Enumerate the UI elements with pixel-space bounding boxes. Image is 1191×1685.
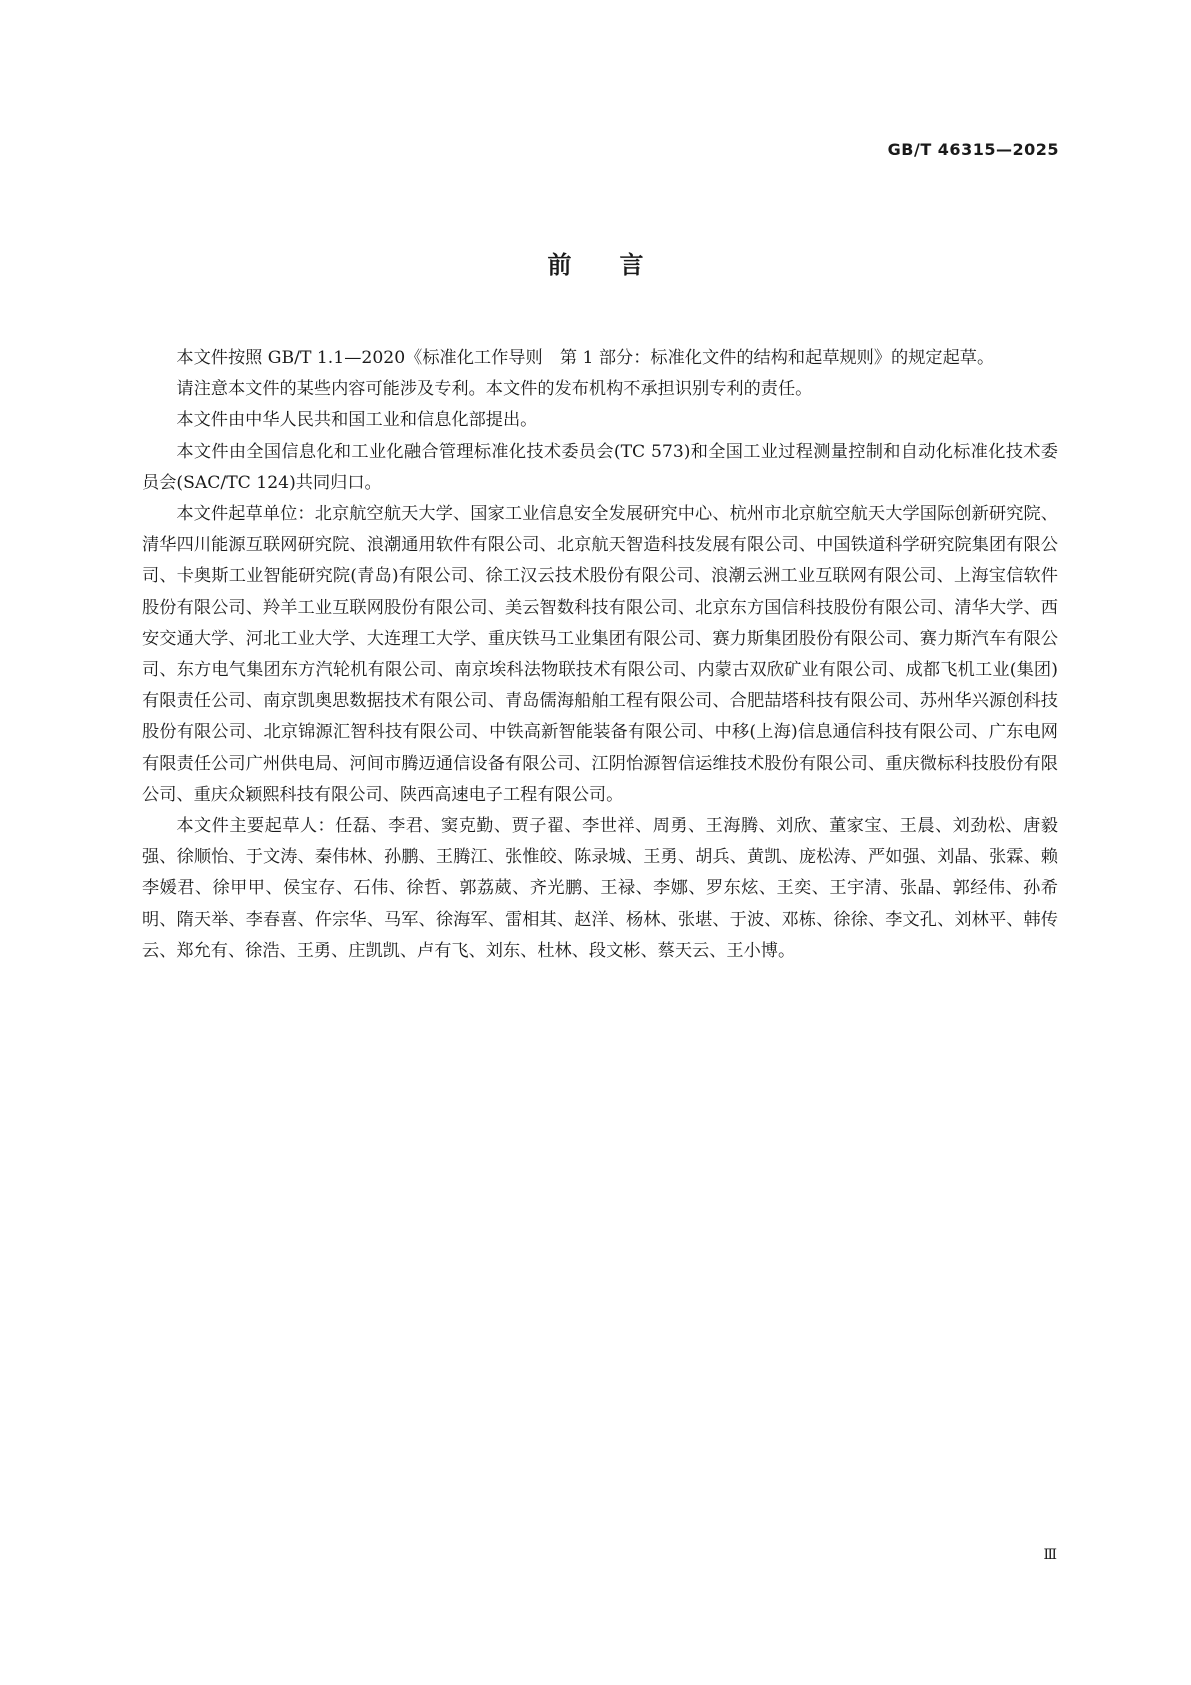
paragraph-patent-notice: 请注意本文件的某些内容可能涉及专利。本文件的发布机构不承担识别专利的责任。 [176, 379, 813, 400]
paragraph-technical-committee: 本文件由全国信息化和工业化融合管理标准化技术委员会(TC 573)和全国工业过程测量控制和自动化标准化技术委员会(SAC/TC 124)共同归口。 [142, 441, 1058, 493]
page-title: 前言 [547, 251, 692, 279]
paragraph-proposer: 本文件由中华人民共和国工业和信息化部提出。 [176, 410, 538, 431]
paragraph-main-drafters: 本文件主要起草人：任磊、李君、窦克勤、贾子翟、李世祥、周勇、王海腾、刘欣、董家宝、王晨、刘劲松、唐毅强、徐顺怡、于文涛、秦伟林、孙鹏、王腾江、张惟皎、陈录城、王勇、胡兵、黄凯、庞松涛、严如强、刘晶、张霖、赖李媛君、徐甲甲、侯宝存、石伟、徐哲、郭荔葳、齐光鹏、王禄、李娜、罗东炫、王奕、王宇清、张晶、郭经伟、孙希明、隋天举、李春喜、仵宗华、马军、徐海军、雷相其、赵洋、杨林、张堪、于波、邓栋、徐徐、李文孔、刘林平、韩传云、郑允有、徐浩、王勇、庄凯凯、卢有飞、刘东、杜林、段文彬、蔡天云、王小博。 [142, 816, 1058, 961]
paragraph-drafting-rules: 本文件按照 GB/T 1.1—2020《标准化工作导则 第 1 部分：标准化文件的结构和起草规则》的规定起草。 [176, 348, 995, 368]
foreword-body [142, 343, 1058, 967]
paragraph-drafting-organizations: 本文件起草单位：北京航空航天大学、国家工业信息安全发展研究中心、杭州市北京航空航天大学国际创新研究院、清华四川能源互联网研究院、浪潮通用软件有限公司、北京航天智造科技发展有限公司、中国铁道科学研究院集团有限公司、卡奥斯工业智能研究院(青岛)有限公司、徐工汉云技术股份有限公司、浪潮云洲工业互联网有限公司、上海宝信软件股份有限公司、羚羊工业互联网股份有限公司、美云智数科技有限公司、北京东方国信科技股份有限公司、清华大学、西安交通大学、河北工业大学、大连理工大学、重庆铁马工业集团有限公司、赛力斯集团股份有限公司、赛力斯汽车有限公司、东方电气集团东方汽轮机有限公司、南京埃科法物联技术有限公司、内蒙古双欣矿业有限公司、成都飞机工业(集团)有限责任公司、南京凯奥思数据技术有限公司、青岛儒海船舶工程有限公司、合肥喆塔科技有限公司、苏州华兴源创科技股份有限公司、北京锦源汇智科技有限公司、中铁高新智能装备有限公司、中移(上海)信息通信科技有限公司、广东电网有限责任公司广州供电局、河间市腾迈通信设备有限公司、江阴怡源智信运维技术股份有限公司、重庆微标科技股份有限公司、重庆众颖熙科技有限公司、陕西高速电子工程有限公司。 [142, 504, 1058, 805]
document-code: GB/T 46315—2025 [887, 140, 1059, 159]
page-number: Ⅲ [1043, 1547, 1057, 1563]
